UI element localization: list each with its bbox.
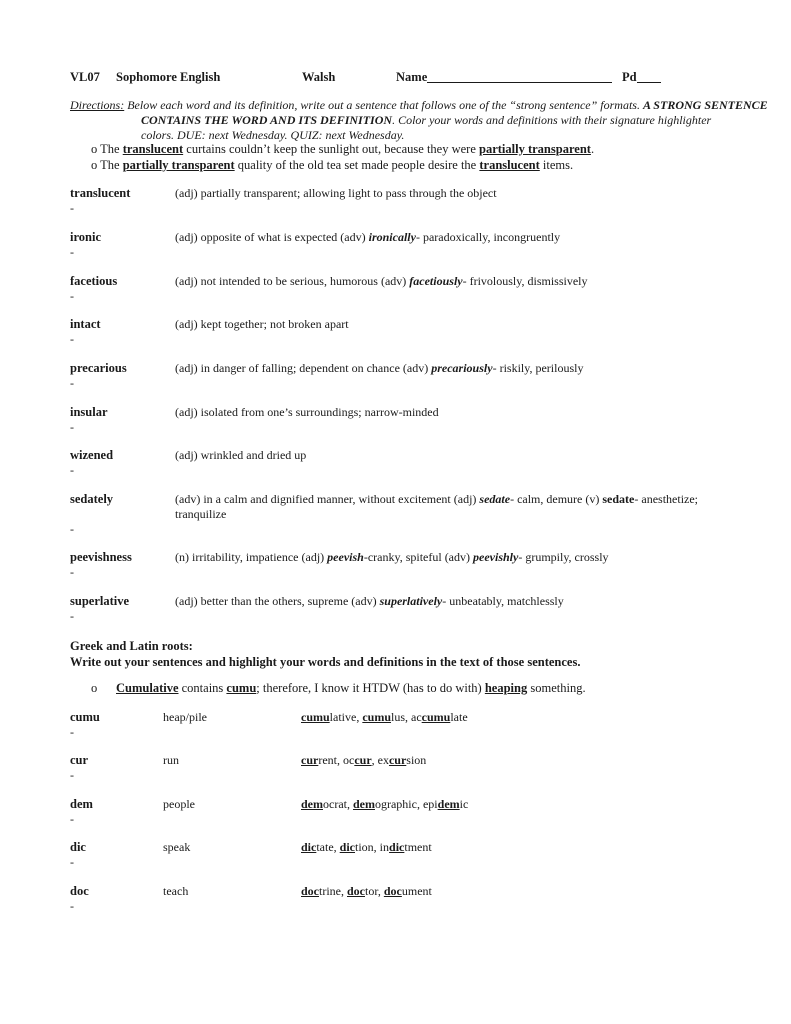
vocab-word: peevishness [70, 550, 132, 564]
root-meaning: heap/pile [163, 710, 207, 724]
root-examples: doctrine, doctor, document [301, 884, 432, 898]
root-examples: cumulative, cumulus, accumulate [301, 710, 468, 724]
root-word: cur [70, 753, 89, 767]
sentence-blank[interactable]: - [70, 201, 74, 215]
vocab-definition: (adj) not intended to be serious, humorous (adv) facetiously- frivolously, dismissively [175, 274, 588, 288]
directions-text-2: . Color your words and definitions with their signature highlighter [392, 113, 712, 127]
root-word: doc [70, 884, 89, 898]
sentence-blank[interactable]: - [70, 725, 74, 739]
vocab-word: insular [70, 405, 108, 419]
vocab-list-code: VL07 [70, 70, 100, 84]
sentence-blank[interactable]: - [70, 812, 74, 826]
root-word: cumu [70, 710, 100, 724]
root-meaning: speak [163, 840, 191, 854]
root-word: dem [70, 797, 93, 811]
root-meaning: teach [163, 884, 189, 898]
bullet-icon: o [91, 158, 98, 172]
root-word: dic [70, 840, 86, 854]
example-sentence-2: o The partially transparent quality of the old tea set made people desire the translucent items. [91, 158, 574, 172]
vocab-word: translucent [70, 186, 131, 200]
bullet-icon: o [91, 142, 98, 156]
example-sentence-1: o The translucent curtains couldn’t keep the sunlight out, because they were partially transparent. [91, 142, 595, 156]
directions-label: Directions: [70, 98, 125, 112]
vocab-word: superlative [70, 594, 130, 608]
sentence-blank[interactable]: - [70, 565, 74, 579]
student-name-field[interactable] [396, 70, 427, 85]
pd-blank[interactable] [637, 70, 661, 83]
sentence-blank[interactable]: - [70, 609, 74, 623]
vocab-word: precarious [70, 361, 127, 375]
vocab-definition: (adj) isolated from one’s surroundings; narrow-minded [175, 405, 439, 419]
vocab-definition: (adj) opposite of what is expected (adv) ironically- paradoxically, incongruently [175, 230, 561, 244]
vocab-word: wizened [70, 448, 114, 462]
period-field[interactable] [622, 70, 637, 85]
sentence-blank[interactable]: - [70, 245, 74, 259]
directions-text-1: Below each word and its definition, write out a sentence that follows one of the “strong sentence” formats. [124, 98, 643, 112]
directions-strong-2: CONTAINS THE WORD AND ITS DEFINITION [141, 113, 393, 127]
root-meaning: people [163, 797, 195, 811]
pd-label: Pd [622, 70, 637, 84]
teacher-name: Walsh [302, 70, 336, 84]
bullet-icon: o [91, 681, 98, 695]
roots-section-heading [70, 638, 580, 670]
vocab-definition: (adj) kept together; not broken apart [175, 317, 349, 331]
vocab-definition: (adj) partially transparent; allowing light to pass through the object [175, 186, 497, 200]
sentence-blank[interactable]: - [70, 899, 74, 913]
name-blank[interactable] [427, 70, 612, 83]
root-examples: current, occur, excursion [301, 753, 427, 767]
roots-title: Greek and Latin roots: [70, 639, 193, 653]
course-name: Sophomore English [116, 70, 221, 84]
vocab-definition: (adj) in danger of falling; dependent on chance (adv) precariously- riskily, perilously [175, 361, 584, 375]
sentence-blank[interactable]: - [70, 332, 74, 346]
directions-strong-1: A STRONG SENTENCE [642, 98, 768, 112]
sentence-blank[interactable]: - [70, 289, 74, 303]
sentence-blank[interactable]: - [70, 522, 74, 536]
root-examples: dictate, diction, indictment [301, 840, 432, 854]
sentence-blank[interactable]: - [70, 376, 74, 390]
directions-block [70, 98, 768, 143]
vocab-word: sedately [70, 492, 114, 506]
vocab-definition: (adj) better than the others, supreme (adv) superlatively- unbeatably, matchlessly [175, 594, 564, 608]
sentence-blank[interactable]: - [70, 855, 74, 869]
root-examples: democrat, demographic, epidemic [301, 797, 469, 811]
root-meaning: run [163, 753, 179, 767]
roots-instruction: Write out your sentences and highlight your words and definitions in the text of those sentences. [70, 655, 581, 669]
vocab-definition: (adv) in a calm and dignified manner, without excitement (adj) sedate- calm, demure (v) sedate- anesthetize; tranquilize [175, 492, 699, 521]
vocab-word: intact [70, 317, 101, 331]
vocab-word: facetious [70, 274, 118, 288]
worksheet-header [70, 70, 730, 86]
sentence-blank[interactable]: - [70, 463, 74, 477]
vocab-definition: (n) irritability, impatience (adj) peevish-cranky, spiteful (adv) peevishly- grumpily, crossly [175, 550, 609, 564]
sentence-blank[interactable]: - [70, 768, 74, 782]
directions-text-3: colors. DUE: next Wednesday. QUIZ: next Wednesday. [141, 128, 405, 142]
name-label: Name [396, 70, 428, 84]
vocab-word: ironic [70, 230, 102, 244]
vocab-definition: (adj) wrinkled and dried up [175, 448, 307, 462]
sentence-blank[interactable]: - [70, 420, 74, 434]
roots-example-sentence: o Cumulative contains cumu; therefore, I know it HTDW (has to do with) heaping something. [91, 681, 586, 695]
